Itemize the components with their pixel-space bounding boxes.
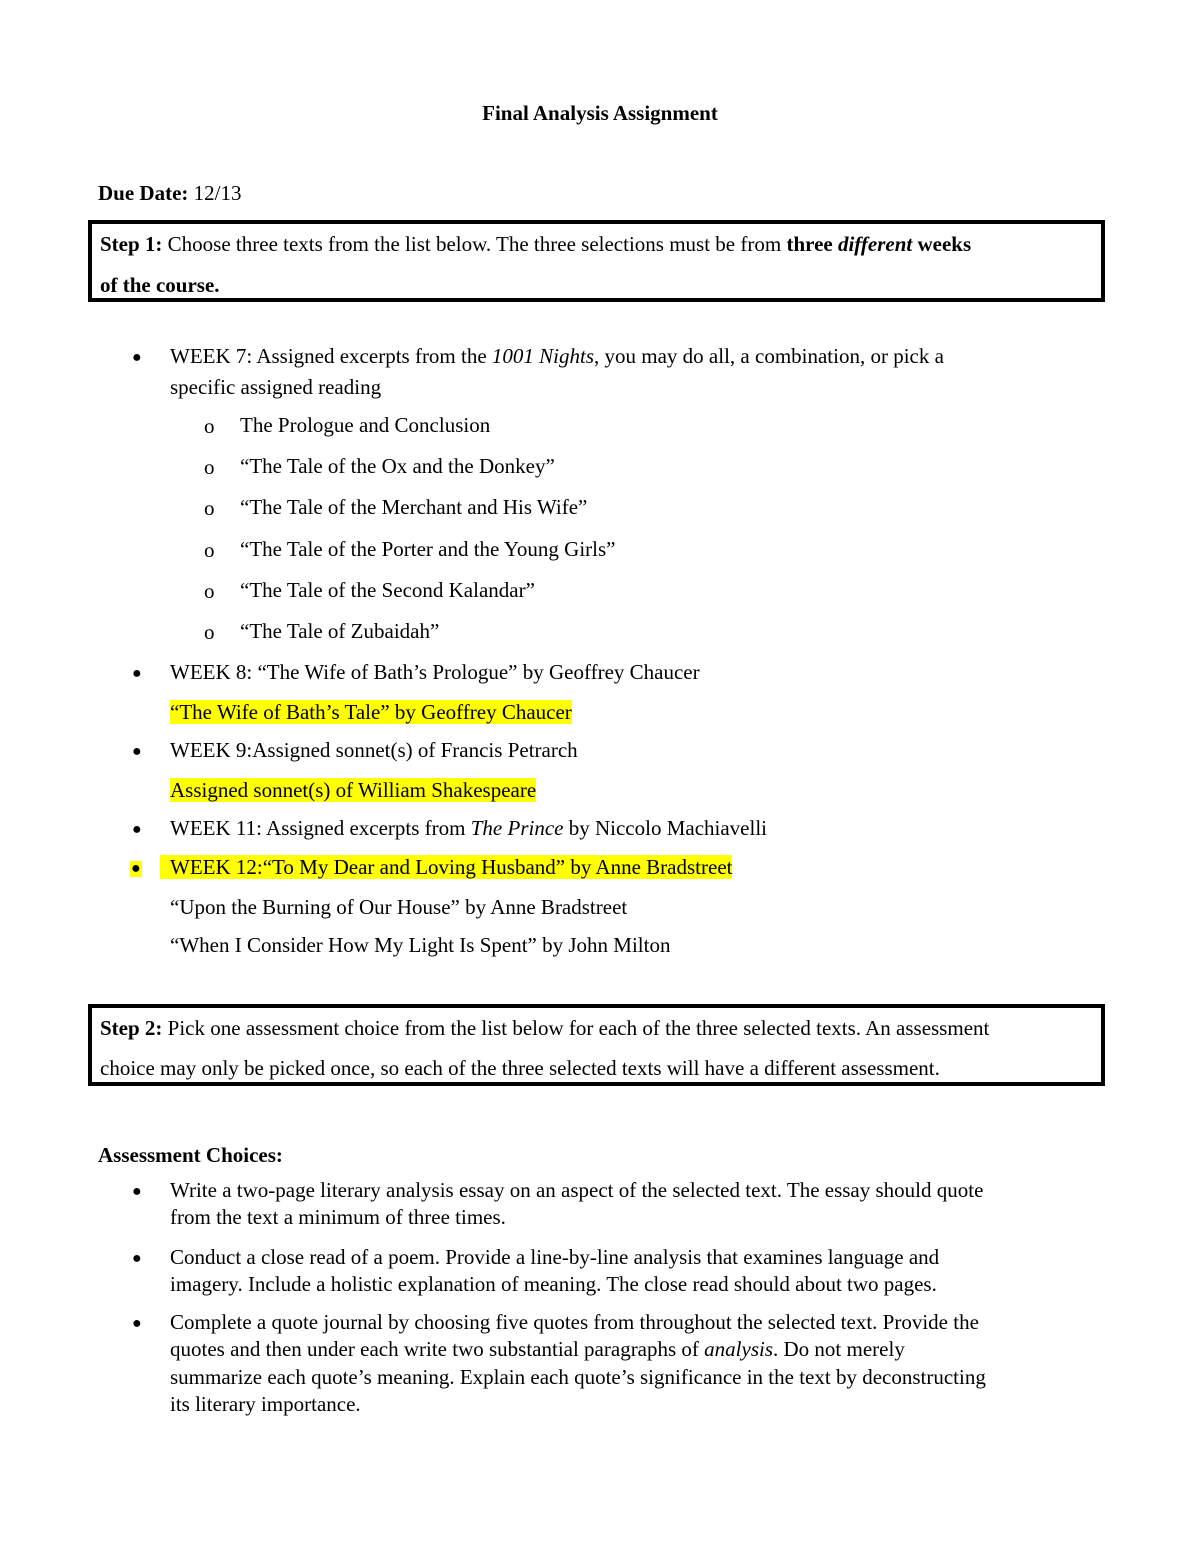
circle-bullet-icon: o bbox=[204, 620, 215, 644]
page-title: Final Analysis Assignment bbox=[482, 101, 718, 125]
circle-bullet-icon: o bbox=[204, 579, 215, 603]
week12-line1 bbox=[160, 855, 732, 879]
step1-text: Choose three texts from the list below. The three selections must be from bbox=[167, 232, 787, 256]
due-date bbox=[98, 181, 241, 205]
week12-line3: “When I Consider How My Light Is Spent” by John Milton bbox=[170, 933, 671, 957]
due-date-value: 12/13 bbox=[193, 181, 242, 205]
assessment-heading-text: Assessment Choices: bbox=[98, 1143, 283, 1167]
step2-box bbox=[88, 1004, 1105, 1086]
bullet-icon bbox=[132, 666, 142, 682]
week7-subitem: The Prologue and Conclusion bbox=[240, 413, 491, 437]
choice2-line2: imagery. Include a holistic explanation of meaning. The close read should about two pages. bbox=[170, 1272, 937, 1296]
highlighted-text: WEEK 12:“To My Dear and Loving Husband” by Anne Bradstreet bbox=[160, 855, 732, 879]
choice3-line4: its literary importance. bbox=[170, 1392, 361, 1416]
bullet-icon bbox=[132, 1184, 142, 1200]
choice3-line3: summarize each quote’s meaning. Explain each quote’s significance in the text by deconstructing bbox=[170, 1365, 986, 1389]
week9-line2 bbox=[170, 778, 536, 802]
step2-line1 bbox=[100, 1016, 989, 1040]
bullet-icon bbox=[132, 744, 142, 760]
circle-bullet-icon: o bbox=[204, 538, 215, 562]
week7-line1 bbox=[170, 344, 944, 368]
highlighted-bullet-icon bbox=[130, 861, 142, 877]
step2-line2: choice may only be picked once, so each of the three selected texts will have a different assessment. bbox=[100, 1056, 940, 1080]
highlighted-text: Assigned sonnet(s) of William Shakespeare bbox=[170, 778, 537, 802]
step1-bold: three bbox=[786, 232, 838, 256]
week8-line1: WEEK 8: “The Wife of Bath’s Prologue” by Geoffrey Chaucer bbox=[170, 660, 700, 684]
week7-subitem: “The Tale of the Merchant and His Wife” bbox=[240, 495, 588, 519]
step1-box bbox=[88, 220, 1105, 302]
assessment-heading bbox=[98, 1143, 283, 1167]
step2-text: Pick one assessment choice from the list below for each of the three selected texts. An assessment bbox=[167, 1016, 990, 1040]
step1-bold-italic: different bbox=[837, 232, 913, 256]
step1-bold-end: weeks bbox=[912, 232, 972, 256]
choice3-italic: analysis bbox=[704, 1337, 774, 1361]
week7-subitem: “The Tale of the Ox and the Donkey” bbox=[240, 454, 555, 478]
week7-subitem: “The Tale of the Second Kalandar” bbox=[240, 578, 535, 602]
circle-bullet-icon: o bbox=[204, 414, 215, 438]
week11-line1 bbox=[170, 816, 767, 840]
week11-prefix: WEEK 11: Assigned excerpts from bbox=[170, 816, 471, 840]
highlighted-text: “The Wife of Bath’s Tale” by Geoffrey Chaucer bbox=[170, 700, 572, 724]
choice3-line2 bbox=[170, 1337, 905, 1361]
step2-label: Step 2: bbox=[100, 1016, 163, 1040]
choice2-line1: Conduct a close read of a poem. Provide a line-by-line analysis that examines language and bbox=[170, 1245, 940, 1269]
week7-subitem: “The Tale of Zubaidah” bbox=[240, 619, 440, 643]
choice3-line1: Complete a quote journal by choosing five quotes from throughout the selected text. Provide the bbox=[170, 1310, 979, 1334]
choice3-line2-a: quotes and then under each write two substantial paragraphs of bbox=[170, 1337, 705, 1361]
week12-line2: “Upon the Burning of Our House” by Anne Bradstreet bbox=[170, 895, 628, 919]
week8-line2 bbox=[170, 700, 572, 724]
week11-italic: The Prince bbox=[470, 816, 564, 840]
step1-label: Step 1: bbox=[100, 232, 163, 256]
circle-bullet-icon: o bbox=[204, 455, 215, 479]
step1-line2 bbox=[100, 273, 220, 297]
bullet-icon bbox=[132, 350, 142, 366]
week11-suffix: by Niccolo Machiavelli bbox=[563, 816, 768, 840]
week7-italic: 1001 Nights bbox=[491, 344, 595, 368]
choice1-line2: from the text a minimum of three times. bbox=[170, 1205, 506, 1229]
week7-subitem: “The Tale of the Porter and the Young Girls” bbox=[240, 537, 616, 561]
circle-bullet-icon: o bbox=[204, 496, 215, 520]
step1-line2-bold: of the course. bbox=[100, 273, 220, 297]
bullet-icon bbox=[132, 822, 142, 838]
week9-line1: WEEK 9:Assigned sonnet(s) of Francis Petrarch bbox=[170, 738, 578, 762]
week7-line2: specific assigned reading bbox=[170, 375, 382, 399]
bullet-icon bbox=[132, 1251, 142, 1267]
step1-line1 bbox=[100, 232, 971, 256]
choice1-line1: Write a two-page literary analysis essay on an aspect of the selected text. The essay should quote bbox=[170, 1178, 984, 1202]
choice3-line2-b: . Do not merely bbox=[773, 1337, 905, 1361]
due-date-label: Due Date: bbox=[98, 181, 189, 205]
bullet-icon bbox=[132, 1316, 142, 1332]
week7-suffix: , you may do all, a combination, or pick a bbox=[594, 344, 944, 368]
week7-prefix: WEEK 7: Assigned excerpts from the bbox=[170, 344, 492, 368]
